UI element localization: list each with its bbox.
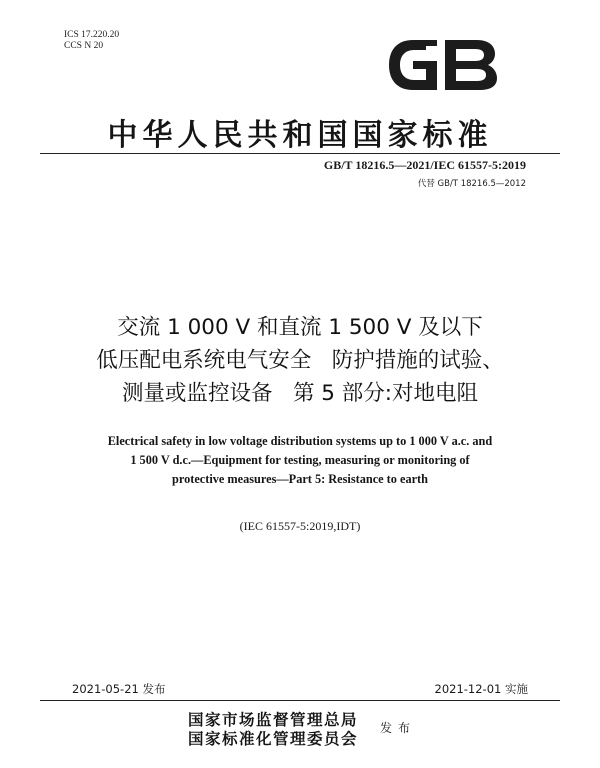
replaces-note: 代替 GB/T 18216.5—2012 bbox=[417, 179, 526, 189]
header-divider bbox=[40, 153, 560, 154]
issuer-samr: 国家市场监督管理总局 bbox=[188, 711, 359, 729]
issuing-authorities bbox=[188, 711, 358, 749]
ccs-code: CCS N 20 bbox=[64, 41, 104, 51]
chinese-title bbox=[40, 311, 560, 410]
issuer-sac: 国家标准化管理委员会 bbox=[188, 730, 359, 748]
standard-number: GB/T 18216.5—2021/IEC 61557-5:2019 bbox=[323, 158, 526, 172]
standard-category-title: 中华人民共和国国家标准 bbox=[107, 118, 493, 153]
footer-divider bbox=[40, 700, 560, 701]
implementation-date: 2021-12-01 实施 bbox=[434, 682, 528, 696]
chinese-title-line: 低压配电系统电气安全 防护措施的试验、 bbox=[96, 348, 504, 373]
english-title-line: 1 500 V d.c.—Equipment for testing, measuring or monitoring of bbox=[130, 453, 470, 467]
english-title-line: Electrical safety in low voltage distribution systems up to 1 000 V a.c. and bbox=[107, 434, 493, 448]
english-title bbox=[60, 432, 540, 489]
chinese-title-line: 交流 1 000 V 和直流 1 500 V 及以下 bbox=[117, 315, 483, 340]
idt-reference: (IEC 61557-5:2019,IDT) bbox=[239, 519, 361, 533]
issue-verb: 发布 bbox=[380, 721, 417, 735]
chinese-title-line: 测量或监控设备 第 5 部分:对地电阻 bbox=[121, 381, 479, 406]
classification-codes bbox=[64, 30, 119, 52]
english-title-line: protective measures—Part 5: Resistance to earth bbox=[172, 472, 428, 486]
publish-date: 2021-05-21 发布 bbox=[72, 682, 166, 696]
gb-logo bbox=[385, 36, 501, 94]
ics-code: ICS 17.220.20 bbox=[64, 30, 120, 40]
